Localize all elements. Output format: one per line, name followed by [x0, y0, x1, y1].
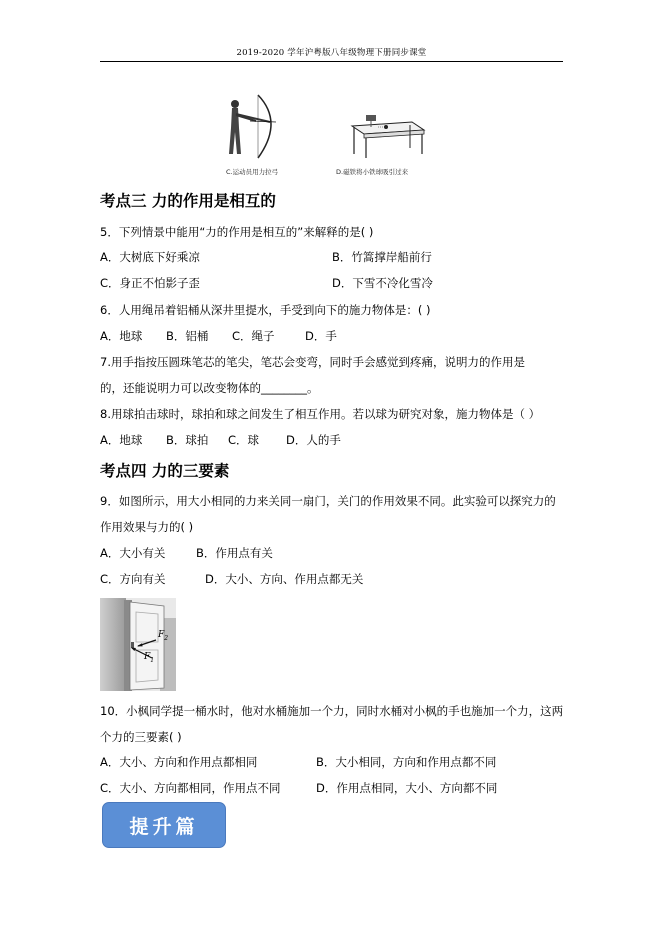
badge-label: 提升篇 [129, 815, 199, 838]
q9-option-d: D．大小、方向、作用点都无关 [205, 572, 364, 586]
q6-option-a: A．地球 [100, 329, 143, 343]
q9-option-a: A．大小有关 [100, 546, 166, 560]
page-header: 2019-2020 学年沪粤版八年级物理下册同步课堂 [236, 48, 427, 58]
q7-line-2: 的，还能说明力可以改变物体的________。 [100, 381, 319, 395]
q5-option-c: C．身正不怕影子歪 [100, 276, 201, 290]
q8-option-c: C．球 [228, 433, 260, 447]
q10-option-d: D．作用点相同，大小、方向都不同 [316, 781, 498, 795]
force-f2-label: $F_2$ [158, 630, 169, 642]
section-4-title: 考点四 力的三要素 [100, 462, 230, 480]
q5-option-b: B．竹篙撑岸船前行 [332, 250, 432, 264]
force-f1-label: $F_1$ [144, 652, 155, 664]
q5-option-a: A．大树底下好乘凉 [100, 250, 200, 264]
section-3-title: 考点三 力的作用是相互的 [100, 192, 276, 210]
q9-line-2: 作用效果与力的( ) [100, 520, 194, 534]
q8-option-d: D．人的手 [286, 433, 341, 447]
q10-line-1: 10．小枫同学提一桶水时，他对水桶施加一个力，同时水桶对小枫的手也施加一个力，这两 [100, 704, 564, 718]
q7-line-1: 7.用手指按压圆珠笔芯的笔尖，笔芯会变弯，同时手会感觉到疼痛，说明力的作用是 [100, 355, 525, 369]
door-figure [100, 598, 176, 691]
archer-figure [222, 92, 288, 164]
q9-option-c: C．方向有关 [100, 572, 166, 586]
magnet-caption: D.磁铁将小铁球吸引过来 [336, 168, 409, 176]
q8-option-a: A．地球 [100, 433, 143, 447]
q6-option-c: C．绳子 [232, 329, 275, 343]
q5-stem: 5．下列情景中能用“力的作用是相互的”来解释的是( ) [100, 225, 374, 239]
q6-stem: 6．人用绳吊着铝桶从深井里提水，手受到向下的施力物体是：( ) [100, 303, 431, 317]
q8-stem: 8.用球拍击球时，球拍和球之间发生了相互作用。若以球为研究对象，施力物体是（ ） [100, 407, 541, 421]
magnet-table-figure [346, 112, 426, 160]
q9-option-b: B．作用点有关 [196, 546, 273, 560]
q10-line-2: 个力的三要素( ) [100, 730, 182, 744]
q6-option-b: B．铝桶 [166, 329, 209, 343]
q10-option-a: A．大小、方向和作用点都相同 [100, 755, 258, 769]
q10-option-c: C．大小、方向都相同，作用点不同 [100, 781, 281, 795]
q6-option-d: D．手 [305, 329, 337, 343]
q9-line-1: 9．如图所示，用大小相同的力来关同一扇门，关门的作用效果不同。此实验可以探究力的 [100, 494, 556, 508]
q10-option-b: B．大小相同，方向和作用点都不同 [316, 755, 497, 769]
q5-option-d: D．下雪不冷化雪冷 [332, 276, 433, 290]
q8-option-b: B．球拍 [166, 433, 209, 447]
advanced-section-badge [102, 802, 226, 848]
archer-caption: C.运动员用力拉弓 [226, 168, 279, 176]
header-rule [100, 61, 563, 62]
